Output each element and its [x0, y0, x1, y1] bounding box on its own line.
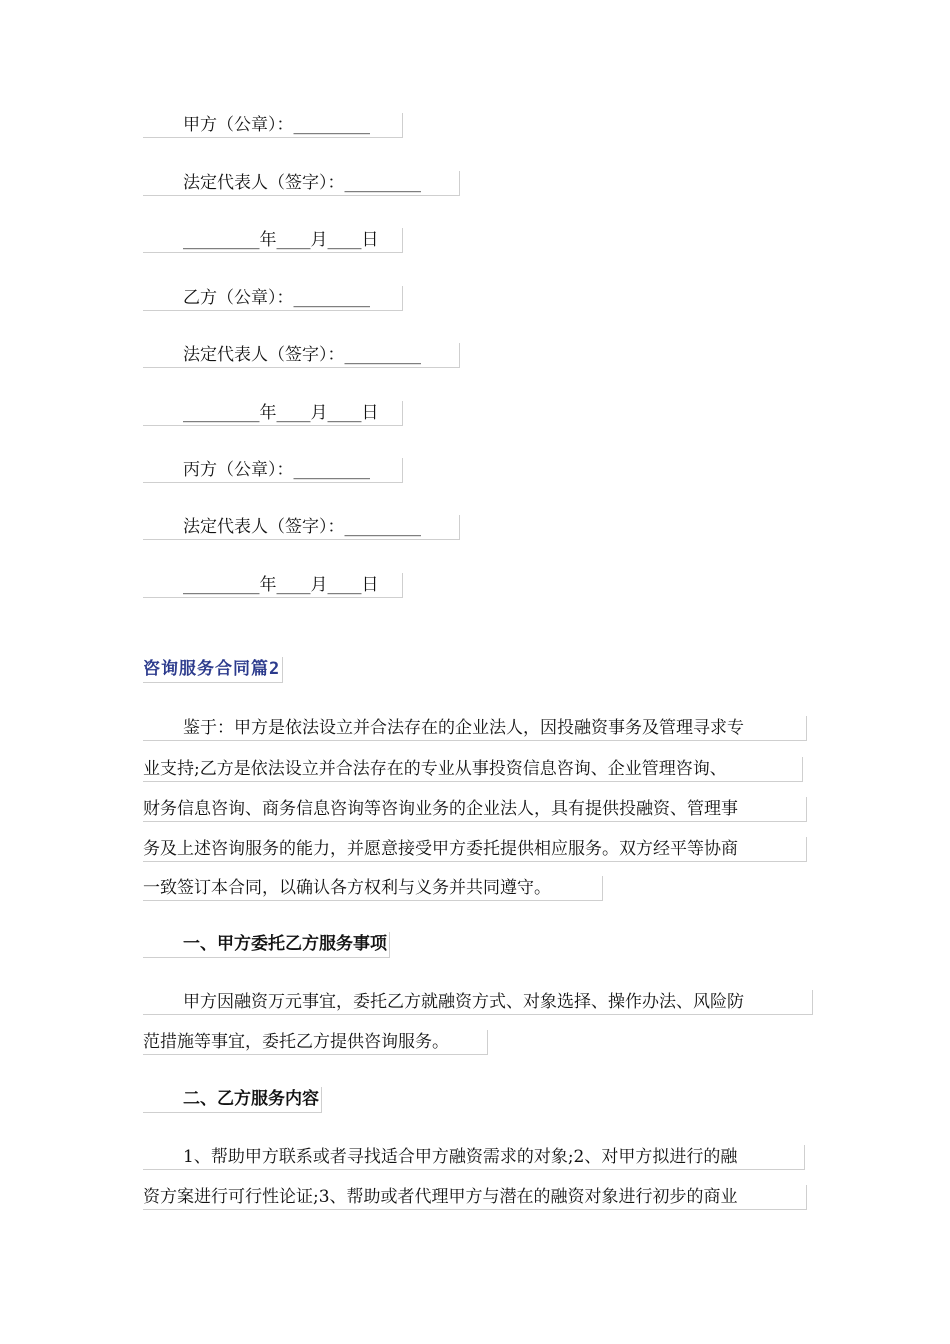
- party-c-seal-blank[interactable]: _________: [293, 460, 370, 480]
- party-a-date[interactable]: _________年____月____日: [183, 230, 379, 250]
- party-a-seal-blank[interactable]: _________: [293, 115, 370, 135]
- section-heading: 咨询服务合同篇2: [143, 657, 283, 683]
- preamble-line-2: 业支持;乙方是依法设立并合法存在的专业从事投资信息咨询、企业管理咨询、: [143, 757, 803, 782]
- party-a-seal-line: [143, 113, 403, 138]
- party-b-date[interactable]: _________年____月____日: [183, 403, 379, 423]
- clause-2-line-1: 1、帮助甲方联系或者寻找适合甲方融资需求的对象;2、对甲方拟进行的融: [143, 1145, 805, 1170]
- party-c-rep-blank[interactable]: _________: [344, 517, 421, 537]
- preamble-line-3: 财务信息咨询、商务信息咨询等咨询业务的企业法人，具有提供投融资、管理事: [143, 797, 807, 822]
- party-a-date-line: [143, 228, 403, 253]
- party-c-date[interactable]: _________年____月____日: [183, 575, 379, 595]
- party-a-rep-label: 法定代表人（签字）：: [183, 173, 345, 193]
- party-b-rep-line: [143, 343, 460, 368]
- party-b-rep-blank[interactable]: _________: [344, 345, 421, 365]
- party-c-rep-line: [143, 515, 460, 540]
- party-b-rep-label: 法定代表人（签字）：: [183, 345, 345, 365]
- clause-2-line-2: 资方案进行可行性论证;3、帮助或者代理甲方与潜在的融资对象进行初步的商业: [143, 1185, 807, 1210]
- party-b-seal-blank[interactable]: _________: [293, 288, 370, 308]
- clause-1-line-1: 甲方因融资万元事宜，委托乙方就融资方式、对象选择、操作办法、风险防: [143, 990, 813, 1015]
- preamble-line-4: 务及上述咨询服务的能力，并愿意接受甲方委托提供相应服务。双方经平等协商: [143, 837, 807, 862]
- party-b-seal-line: [143, 286, 403, 311]
- party-b-seal-label: 乙方（公章）：: [183, 288, 294, 308]
- clause-2-title: 二、乙方服务内容: [143, 1087, 322, 1113]
- preamble-line-1: 鉴于：甲方是依法设立并合法存在的企业法人，因投融资事务及管理寻求专: [143, 716, 807, 741]
- party-a-rep-blank[interactable]: _________: [344, 173, 421, 193]
- party-c-rep-label: 法定代表人（签字）：: [183, 517, 345, 537]
- party-b-date-line: [143, 401, 403, 426]
- party-c-seal-line: [143, 458, 403, 483]
- party-a-seal-label: 甲方（公章）：: [183, 115, 294, 135]
- party-a-rep-line: [143, 171, 460, 196]
- clause-1-title: 一、甲方委托乙方服务事项: [143, 932, 390, 958]
- preamble-line-5: 一致签订本合同，以确认各方权利与义务并共同遵守。: [143, 876, 603, 901]
- party-c-date-line: [143, 573, 403, 598]
- clause-1-line-2: 范措施等事宜，委托乙方提供咨询服务。: [143, 1030, 488, 1055]
- party-c-seal-label: 丙方（公章）：: [183, 460, 294, 480]
